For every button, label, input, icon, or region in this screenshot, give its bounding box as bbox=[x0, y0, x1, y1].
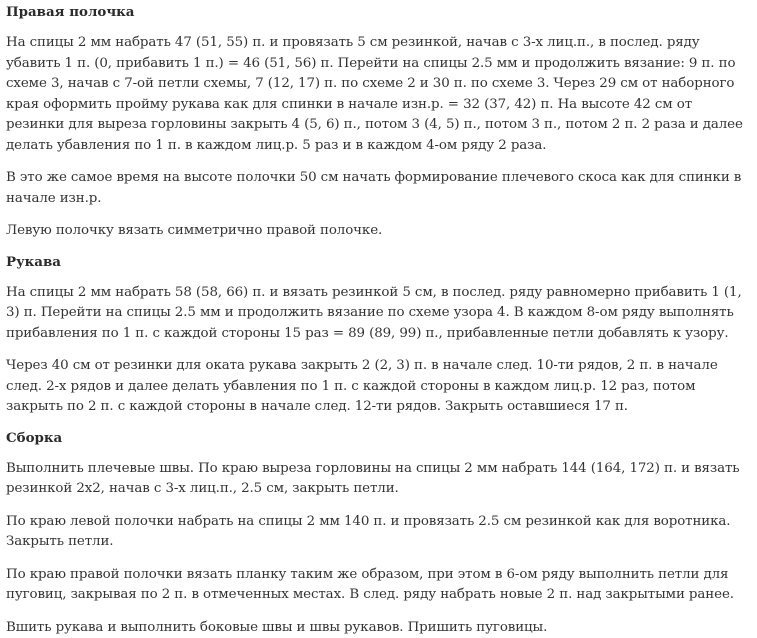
paragraph: На спицы 2 мм набрать 58 (58, 66) п. и вязать резинкой 5 см, в послед. ряду равномерно прибавить 1 (1, 3) п. Перейти на спицы 2.5 мм и продолжить вязание по схеме узора 4. В каждом 8-ом ряду выполнять прибавления по 1 п. с каждой стороны 15 раз = 89 (89, 99) п., прибавленные петли добавлять к узору. bbox=[6, 283, 749, 345]
paragraph: В это же самое время на высоте полочки 50 см начать формирование плечевого скоса как для спинки в начале изн.р. bbox=[6, 168, 749, 209]
paragraph: Вшить рукава и выполнить боковые швы и швы рукавов. Пришить пуговицы. bbox=[6, 618, 749, 638]
paragraph: На спицы 2 мм набрать 47 (51, 55) п. и провязать 5 см резинкой, начав с 3-х лиц.п., в послед. ряду убавить 1 п. (0, прибавить 1 п.) = 46 (51, 56) п. Перейти на спицы 2.5 мм и продолжить вязание: 9 п. по схеме 3, начав с 7-ой петли схемы, 7 (12, 17) п. по схеме 2 и 30 п. по схеме 3. Через 29 см от наборного края оформить пройму рукава как для спинки в начале изн.р. = 32 (37, 42) п. На высоте 42 см от резинки для выреза горловины закрыть 4 (5, 6) п., потом 3 (4, 5) п., потом 3 п., потом 2 п. 2 раза и далее делать убавления по 1 п. в каждом лиц.р. 5 раз и в каждом 4-ом ряду 2 раза. bbox=[6, 33, 749, 156]
section-heading: Сборка bbox=[6, 430, 749, 447]
paragraph: По краю правой полочки вязать планку таким же образом, при этом в 6-ом ряду выполнить петли для пуговиц, закрывая по 2 п. в отмеченных местах. В след. ряду набрать новые 2 п. над закрытыми ранее. bbox=[6, 565, 749, 606]
paragraph: По краю левой полочки набрать на спицы 2 мм 140 п. и провязать 2.5 см резинкой как для воротника. Закрыть петли. bbox=[6, 512, 749, 553]
paragraph: Левую полочку вязать симметрично правой полочке. bbox=[6, 221, 749, 242]
section-right-front bbox=[6, 4, 749, 242]
section-assembly bbox=[6, 430, 749, 638]
section-heading: Правая полочка bbox=[6, 4, 749, 21]
paragraph: Через 40 см от резинки для оката рукава закрыть 2 (2, 3) п. в начале след. 10-ти рядов, 2 п. в начале след. 2-х рядов и далее делать убавления по 1 п. с каждой стороны в каждом лиц.р. 12 раз, потом закрыть по 2 п. с каждой стороны в начале след. 12-ти рядов. Закрыть оставшиеся 17 п. bbox=[6, 356, 749, 418]
section-heading: Рукава bbox=[6, 254, 749, 271]
section-sleeves bbox=[6, 254, 749, 418]
paragraph: Выполнить плечевые швы. По краю выреза горловины на спицы 2 мм набрать 144 (164, 172) п. и вязать резинкой 2х2, начав с 3-х лиц.п., 2.5 см, закрыть петли. bbox=[6, 459, 749, 500]
